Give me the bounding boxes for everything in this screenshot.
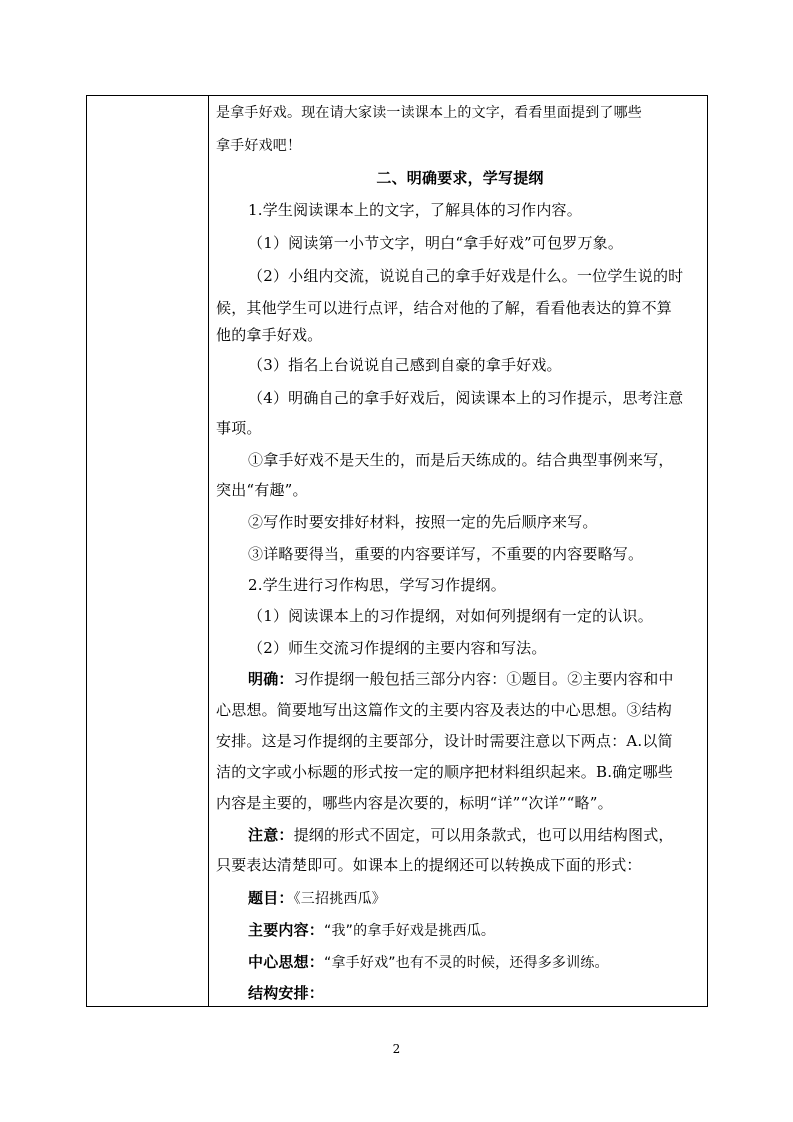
label-bold: 题目： <box>248 889 294 907</box>
label-bold: 主要内容： <box>248 921 325 939</box>
text-line <box>248 920 495 941</box>
text-line: （2）师生交流习作提纲的主要内容和写法。 <box>248 639 547 657</box>
text-line <box>248 825 674 845</box>
text-line: 他的拿手好戏。 <box>216 326 323 344</box>
lesson-table <box>86 95 708 1007</box>
text-line <box>248 669 674 689</box>
text-line: （3）指名上台说说自己感到自豪的拿手好戏。 <box>248 356 562 374</box>
label-bold: 注意： <box>248 826 294 844</box>
text-line: （1）阅读课本上的习作提纲，对如何列提纲有一定的认识。 <box>248 607 653 625</box>
text-line: 拿手好戏吧！ <box>216 138 302 154</box>
label-bold: 明确： <box>248 670 294 688</box>
text-line: 1.学生阅读课本上的文字，了解具体的习作内容。 <box>248 201 582 219</box>
text-line <box>248 952 609 973</box>
section-heading: 二、明确要求，学写提纲 <box>376 169 544 187</box>
text-line: （2）小组内交流，说说自己的拿手好戏是什么。一位学生说的时 <box>248 267 684 285</box>
column-divider <box>208 96 209 1006</box>
label-text: 提纲的形式不固定，可以用条款式，也可以用结构图式， <box>293 826 674 844</box>
page-number: 2 <box>392 1042 401 1056</box>
label-text: 《三招挑西瓜》 <box>293 891 387 907</box>
text-line: 洁的文字或小标题的形式按一定的顺序把材料组织起来。B.确定哪些 <box>216 763 673 781</box>
text-line: 候，其他学生可以进行点评，结合对他的了解，看看他表达的算不算 <box>216 299 673 317</box>
text-line: ①拿手好戏不是天生的，而是后天练成的。结合典型事例来写， <box>248 451 674 469</box>
label-text: “拿手好戏”也有不灵的时候，还得多多训练。 <box>324 955 609 971</box>
label-bold: 中心思想： <box>248 953 325 971</box>
text-line: ③详略要得当，重要的内容要详写，不重要的内容要略写。 <box>248 545 644 563</box>
label-text: “我”的拿手好戏是挑西瓜。 <box>324 923 496 939</box>
label-text: 习作提纲一般包括三部分内容：①题目。②主要内容和中 <box>293 670 674 688</box>
text-line: 内容是主要的，哪些内容是次要的，标明“详”“次详”“略”。 <box>216 794 613 812</box>
text-line: 事项。 <box>216 419 262 437</box>
text-line: 是拿手好戏。现在请大家读一读课本上的文字，看看里面提到了哪些 <box>216 105 642 121</box>
text-line: 只要表达清楚即可。如课本上的提纲还可以转换成下面的形式： <box>216 856 642 874</box>
text-line: 结构安排： <box>248 984 325 1002</box>
text-line: 心思想。简要地写出这篇作文的主要内容及表达的中心思想。③结构 <box>216 701 673 719</box>
text-line: 安排。这是习作提纲的主要部分，设计时需要注意以下两点：A.以简 <box>216 732 673 750</box>
text-line: （1）阅读第一小节文字，明白“拿手好戏”可包罗万象。 <box>248 234 624 252</box>
text-line <box>248 888 386 909</box>
text-line: ②写作时要安排好材料，按照一定的先后顺序来写。 <box>248 513 598 531</box>
text-line: （4）明确自己的拿手好戏后，阅读课本上的习作提示，思考注意 <box>248 389 684 407</box>
text-line: 2.学生进行习作构思，学写习作提纲。 <box>248 576 506 594</box>
text-line: 突出“有趣”。 <box>216 481 308 499</box>
